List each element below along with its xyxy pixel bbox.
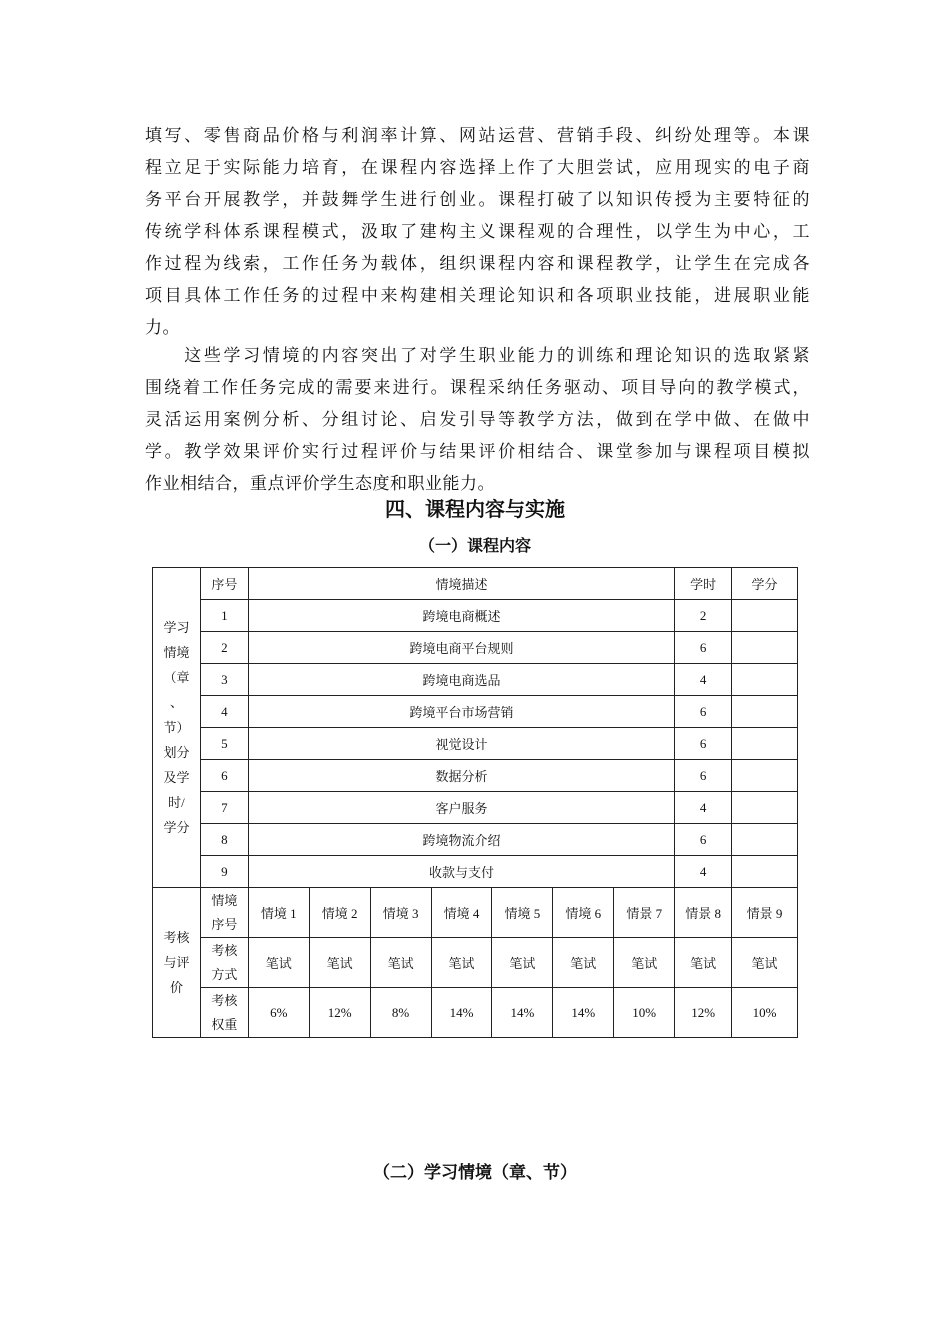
assess-weight-label: 考核 权重 <box>200 988 248 1038</box>
p1-line: 填写、零售商品价格与利润率计算、网站运营、营销手段、纠纷处理等。本课 <box>145 126 810 146</box>
cell-credits <box>732 696 798 728</box>
method-cell: 笔试 <box>431 938 492 988</box>
p2-line: 灵活运用案例分析、分组讨论、启发引导等教学方法，做到在学中做、在做中 <box>145 410 810 430</box>
cell-credits <box>732 632 798 664</box>
header-hours: 学时 <box>675 568 732 600</box>
cell-desc: 客户服务 <box>248 792 674 824</box>
cell-credits <box>732 760 798 792</box>
subsection-1-title: （一）课程内容 <box>418 536 531 555</box>
cell-hours: 4 <box>675 792 732 824</box>
cell-desc: 跨境平台市场营销 <box>248 696 674 728</box>
situation-group-label: 学习 情境 （章 、 节） 划分 及学 时/ 学分 <box>153 568 201 888</box>
cell-hours: 4 <box>675 856 732 888</box>
cell-credits <box>732 856 798 888</box>
cell-desc: 跨境电商选品 <box>248 664 674 696</box>
cell-seq: 8 <box>200 824 248 856</box>
weight-cell: 10% <box>614 988 675 1038</box>
situation-cell: 情境 5 <box>492 888 553 938</box>
p2-line: 作业相结合，重点评价学生态度和职业能力。 <box>145 474 495 494</box>
cell-credits <box>732 664 798 696</box>
cell-seq: 7 <box>200 792 248 824</box>
table-row <box>153 632 798 664</box>
p1-line: 程立足于实际能力培育，在课程内容选择上作了大胆尝试，应用现实的电子商 <box>145 158 810 178</box>
method-cell: 笔试 <box>370 938 431 988</box>
p2-line: 这些学习情境的内容突出了对学生职业能力的训练和理论知识的选取紧紧 <box>145 346 810 366</box>
cell-desc: 收款与支付 <box>248 856 674 888</box>
paragraph-2 <box>145 340 810 500</box>
situation-cell: 情境 2 <box>309 888 370 938</box>
table-header-row <box>153 568 798 600</box>
table-row <box>153 792 798 824</box>
cell-desc: 跨境电商概述 <box>248 600 674 632</box>
cell-seq: 1 <box>200 600 248 632</box>
method-cell: 笔试 <box>614 938 675 988</box>
cell-credits <box>732 792 798 824</box>
assess-method-row <box>153 938 798 988</box>
header-desc: 情境描述 <box>248 568 674 600</box>
situation-cell: 情景 9 <box>732 888 798 938</box>
table-row <box>153 760 798 792</box>
course-content-table <box>152 567 798 1038</box>
weight-cell: 12% <box>309 988 370 1038</box>
table-row <box>153 696 798 728</box>
table-row <box>153 824 798 856</box>
cell-credits <box>732 728 798 760</box>
subsection-2-title: （二）学习情境（章、节） <box>373 1163 577 1183</box>
method-cell: 笔试 <box>309 938 370 988</box>
cell-hours: 6 <box>675 824 732 856</box>
method-cell: 笔试 <box>732 938 798 988</box>
cell-seq: 6 <box>200 760 248 792</box>
cell-hours: 4 <box>675 664 732 696</box>
cell-desc: 数据分析 <box>248 760 674 792</box>
weight-cell: 12% <box>675 988 732 1038</box>
cell-seq: 9 <box>200 856 248 888</box>
situation-cell: 情境 6 <box>553 888 614 938</box>
situation-cell: 情境 3 <box>370 888 431 938</box>
p1-line: 作过程为线索，工作任务为载体，组织课程内容和课程教学，让学生在完成各 <box>145 254 810 274</box>
p1-line: 项目具体工作任务的过程中来构建相关理论知识和各项职业技能，进展职业能 <box>145 286 810 306</box>
assess-method-label: 考核 方式 <box>200 938 248 988</box>
cell-hours: 6 <box>675 760 732 792</box>
section-4-title: 四、课程内容与实施 <box>385 497 565 521</box>
cell-desc: 视觉设计 <box>248 728 674 760</box>
weight-cell: 14% <box>431 988 492 1038</box>
table-row <box>153 600 798 632</box>
cell-seq: 5 <box>200 728 248 760</box>
weight-cell: 6% <box>248 988 309 1038</box>
weight-cell: 14% <box>553 988 614 1038</box>
cell-seq: 3 <box>200 664 248 696</box>
paragraph-1 <box>145 120 810 344</box>
cell-hours: 6 <box>675 728 732 760</box>
cell-credits <box>732 600 798 632</box>
table-row <box>153 664 798 696</box>
p1-line: 传统学科体系课程模式，汲取了建构主义课程观的合理性，以学生为中心，工 <box>145 222 810 242</box>
weight-cell: 14% <box>492 988 553 1038</box>
header-credits: 学分 <box>732 568 798 600</box>
table-row <box>153 856 798 888</box>
weight-cell: 10% <box>732 988 798 1038</box>
cell-seq: 2 <box>200 632 248 664</box>
method-cell: 笔试 <box>248 938 309 988</box>
assess-seq-row <box>153 888 798 938</box>
p2-line: 围绕着工作任务完成的需要来进行。课程采纳任务驱动、项目导向的教学模式， <box>145 378 810 398</box>
situation-cell: 情境 4 <box>431 888 492 938</box>
assess-weight-row <box>153 988 798 1038</box>
p1-line: 力。 <box>145 318 180 338</box>
situation-cell: 情境 1 <box>248 888 309 938</box>
method-cell: 笔试 <box>553 938 614 988</box>
cell-credits <box>732 824 798 856</box>
method-cell: 笔试 <box>675 938 732 988</box>
situation-cell: 情景 8 <box>675 888 732 938</box>
cell-hours: 2 <box>675 600 732 632</box>
assess-seq-label: 情境 序号 <box>200 888 248 938</box>
situation-cell: 情景 7 <box>614 888 675 938</box>
cell-desc: 跨境电商平台规则 <box>248 632 674 664</box>
weight-cell: 8% <box>370 988 431 1038</box>
header-seq: 序号 <box>200 568 248 600</box>
method-cell: 笔试 <box>492 938 553 988</box>
cell-hours: 6 <box>675 696 732 728</box>
cell-seq: 4 <box>200 696 248 728</box>
cell-desc: 跨境物流介绍 <box>248 824 674 856</box>
assessment-group-label: 考核 与评 价 <box>153 888 201 1038</box>
table-row <box>153 728 798 760</box>
cell-hours: 6 <box>675 632 732 664</box>
p2-line: 学。教学效果评价实行过程评价与结果评价相结合、课堂参加与课程项目模拟 <box>145 442 810 462</box>
p1-line: 务平台开展教学，并鼓舞学生进行创业。课程打破了以知识传授为主要特征的 <box>145 190 810 210</box>
